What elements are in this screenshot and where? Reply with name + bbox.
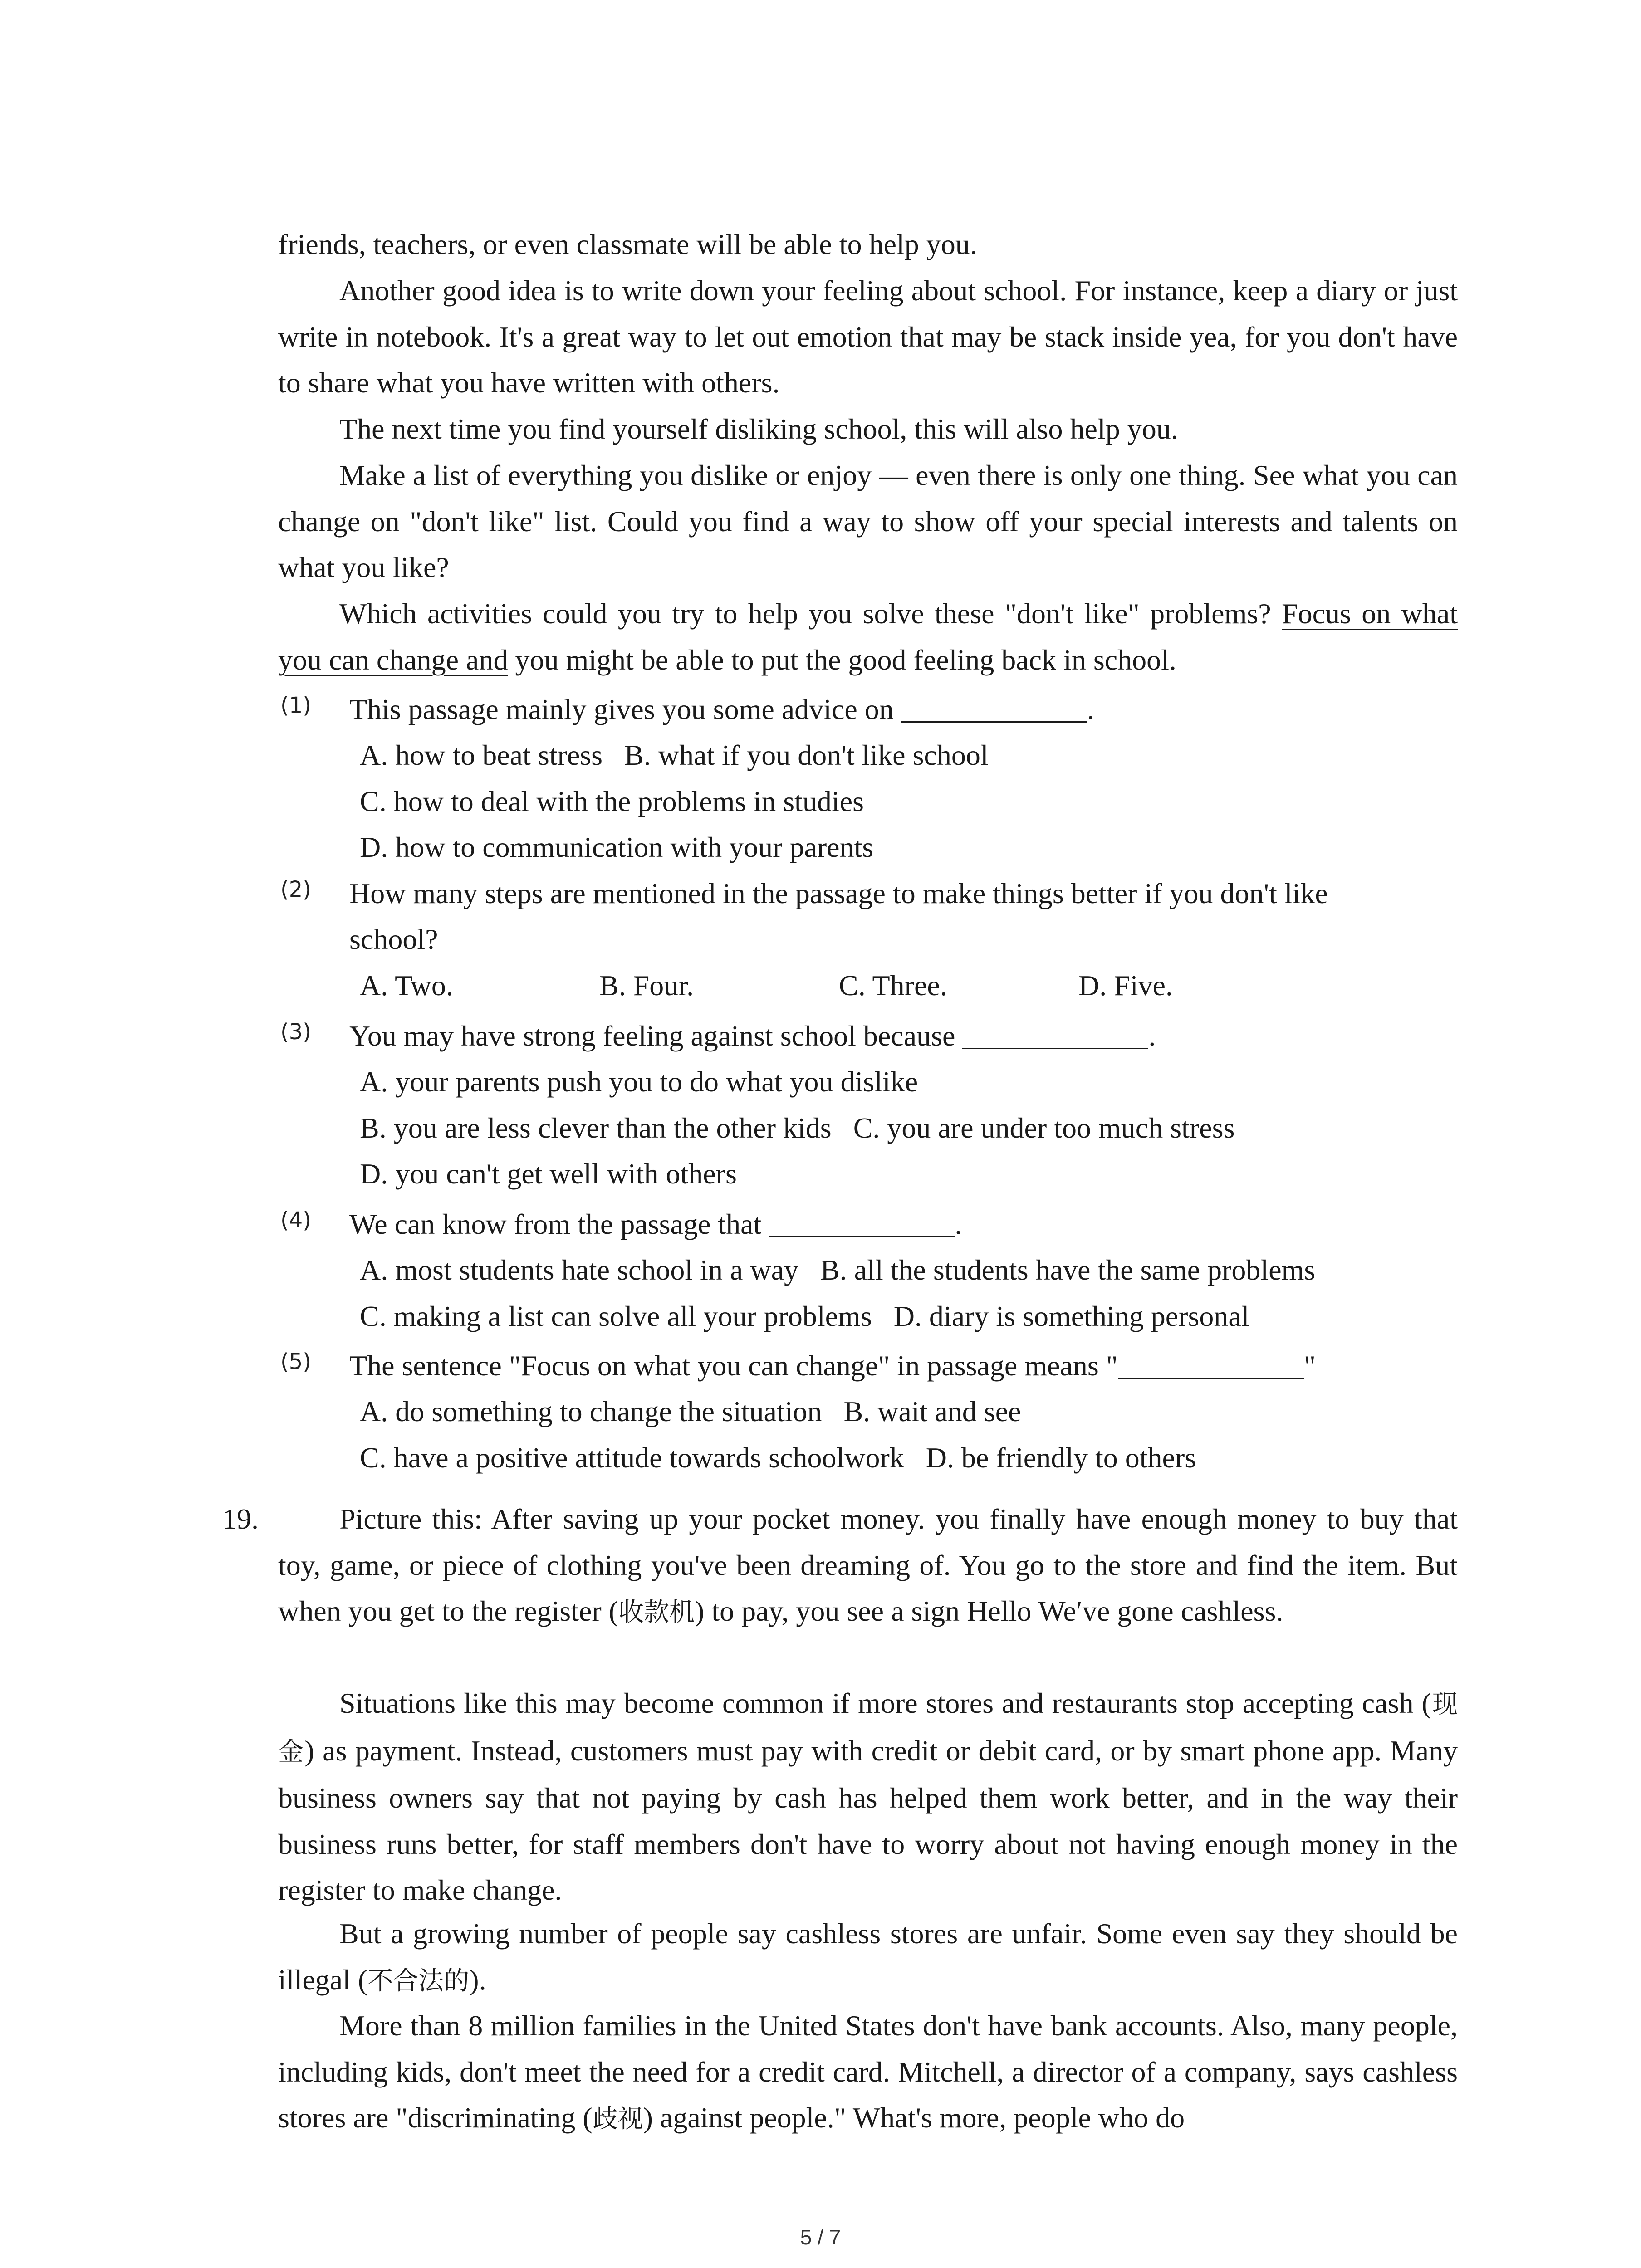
question-stem: You may have strong feeling against school because . [349, 1020, 1156, 1052]
option-b: B. Four. [599, 969, 694, 1002]
passage-paragraph: Another good idea is to write down your feeling about school. For instance, keep a diary or just write in notebook. It's a great way to let out emotion that may be stack inside yea, for you don't have to share what you have written with others. [278, 274, 1458, 399]
passage-paragraph: Make a list of everything you dislike or enjoy — even there is only one thing. See what you can change on "don't like" list. Could you find a way to show off your special interests and talents on what you like? [278, 459, 1458, 583]
answer-blank [962, 1021, 1148, 1049]
question-stem: This passage mainly gives you some advice on . [349, 693, 1094, 725]
option-line: A. your parents push you to do what you dislike [360, 1066, 918, 1098]
underlined-phrase: Focus on what you can change and [278, 597, 1458, 676]
option-line: A. most students hate school in a way B. all the students have the same problems [360, 1254, 1316, 1286]
passage-paragraph: Situations like this may become common if more stores and restaurants stop accepting cash (现金) as payment. Instead, customers must pay with credit or debit card, or by smart phone app. Many business owners say that not paying by cash has helped them work better, and in the way their business runs better, for staff members don't have to worry about not having enough money in the register to make change. [278, 1687, 1458, 1906]
question-number: (1) [280, 693, 311, 718]
passage-paragraph: The next time you find yourself disliking school, this will also help you. [339, 413, 1178, 445]
question-number: (5) [280, 1349, 311, 1374]
option-line: A. how to beat stress B. what if you don't like school [360, 739, 989, 771]
passage-paragraph: Picture this: After saving up your pocket money. you finally have enough money to buy that toy, game, or piece of clothing you've been dreaming of. You go to the store and find the item. But when you get to the register (收款机) to pay, you see a sign Hello We′ve gone cashless. [278, 1503, 1458, 1627]
question-stem: school? [349, 923, 438, 955]
passage-paragraph: More than 8 million families in the United States don't have bank accounts. Also, many people, including kids, don't meet the need for a credit card. Mitchell, a director of a company, says cashless stores are "discriminating (歧视) against people." What's more, people who do [278, 2009, 1458, 2134]
passage-line: friends, teachers, or even classmate will be able to help you. [278, 228, 977, 260]
question-number: (3) [280, 1019, 311, 1045]
question-stem: We can know from the passage that . [349, 1208, 962, 1240]
option-a: A. Two. [360, 969, 453, 1002]
answer-blank [1118, 1350, 1304, 1379]
option-d: D. Five. [1078, 969, 1173, 1002]
option-line: C. making a list can solve all your problems D. diary is something personal [360, 1300, 1249, 1332]
option-line: A. do something to change the situation B. wait and see [360, 1395, 1021, 1427]
answer-blank [769, 1209, 955, 1237]
question-stem: How many steps are mentioned in the passage to make things better if you don't like [349, 877, 1328, 909]
option-line: C. how to deal with the problems in studies [360, 785, 864, 817]
question-number: (4) [280, 1207, 311, 1233]
option-c: C. Three. [839, 969, 947, 1002]
passage-paragraph: Which activities could you try to help you solve these "don't like" problems? Focus on what you can change and you might be able to put the good feeling back in school. [278, 597, 1458, 676]
option-line: C. have a positive attitude towards schoolwork D. be friendly to others [360, 1442, 1196, 1474]
page-number: 5 / 7 [800, 2225, 841, 2249]
option-line: D. you can't get well with others [360, 1158, 737, 1190]
answer-blank [901, 694, 1087, 723]
option-line: B. you are less clever than the other kids C. you are under too much stress [360, 1112, 1235, 1144]
question-number: (2) [280, 877, 311, 902]
passage-paragraph: But a growing number of people say cashless stores are unfair. Some even say they should be illegal (不合法的). [278, 1917, 1458, 1996]
option-line: D. how to communication with your parents [360, 831, 874, 863]
question-stem: The sentence "Focus on what you can change" in passage means " " [349, 1349, 1316, 1382]
question-number: 19. [222, 1503, 259, 1535]
